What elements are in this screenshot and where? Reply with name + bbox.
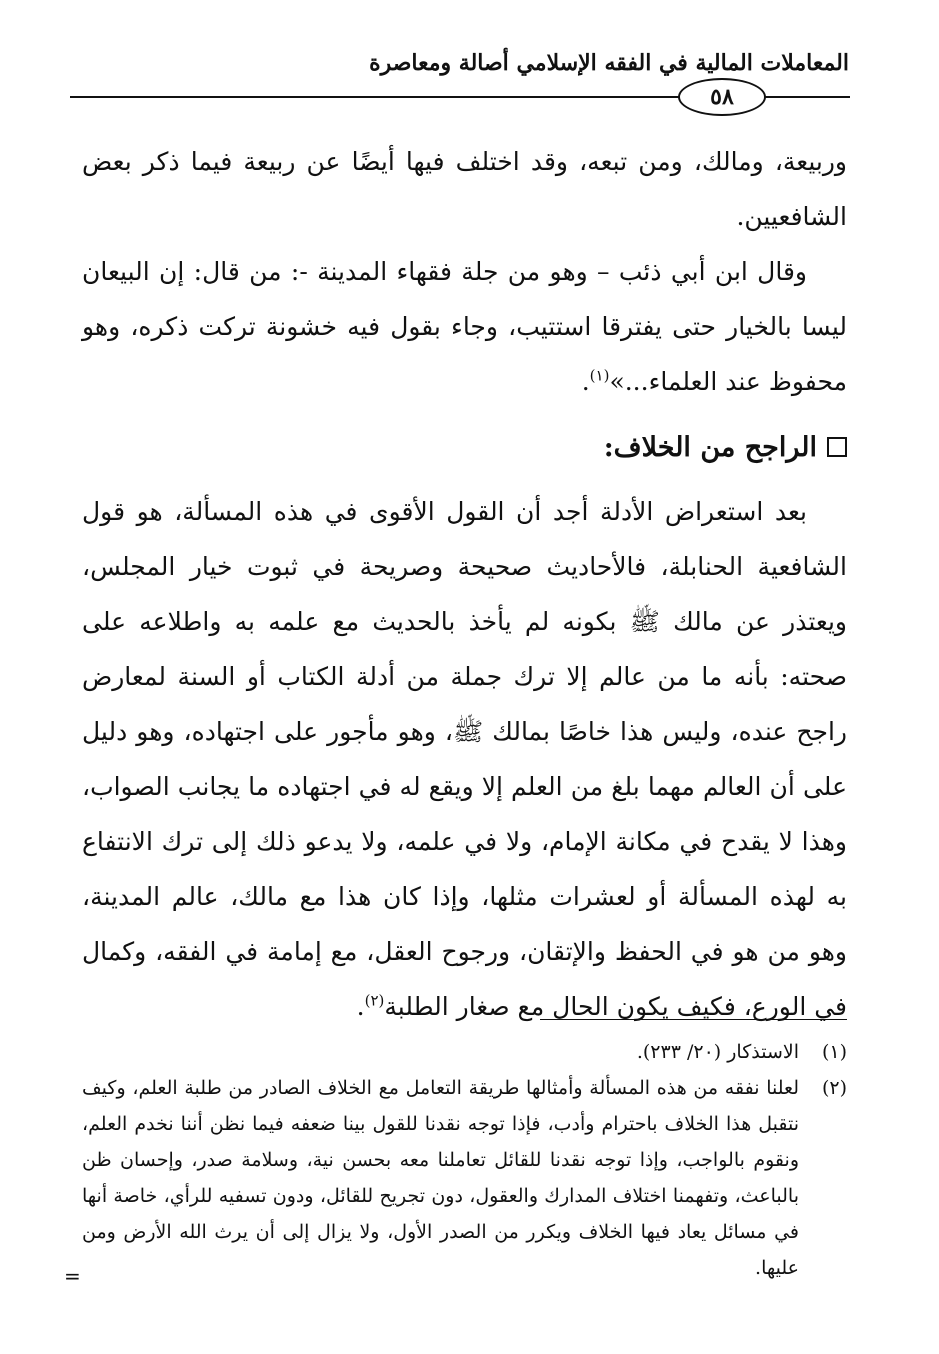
footnote-text: الاستذكار (٢٠/ ٢٣٣). (636, 1041, 799, 1063)
footnote-2 (82, 1070, 847, 1286)
paragraph-3-end: . (356, 992, 365, 1021)
paragraph-3 (82, 484, 847, 1034)
margin-mark: = (64, 1264, 81, 1288)
page-number: ٥٨ (678, 78, 766, 116)
paragraph-2 (82, 244, 847, 409)
footnote-text: لعلنا نفقه من هذه المسألة وأمثالها طريقة التعامل مع الخلاف الصادر من طلبة العلم، وكيف نتقبل هذا الخلاف باحترام وأدب، فإذا توجه نقدنا للقول بينا ضعفه فيما نظن أننا نخدم العلم، ونقوم بالواجب، وإذا توجه نقدنا للقائل تعاملنا معه بحسن نية، وسلامة صدر، وإحسان ظن بالباعث، وتفهمنا اختلاف المدارك والعقول، دون تجريح للقائل، ودون تسفيه للرأي، خاصة أنها في مسائل يعاد فيها الخلاف ويكرر من الصدر الأول، ولا يزال إلى أن يرث الله الأرض ومن عليها. (82, 1077, 799, 1279)
footnote-marker: (١) (821, 1041, 847, 1063)
footnote-1 (82, 1034, 847, 1070)
footnote-ref-1: (١) (589, 366, 610, 385)
paragraph-2-text: وقال ابن أبي ذئب – وهو من جلة فقهاء المدينة -: من قال: إن البيعان ليسا بالخيار حتى يفترقا استتيب، وجاء بقول فيه خشونة تركت ذكره، وهو محفوظ عند العلماء...» (82, 257, 847, 396)
footnote-ref-2: (٢) (364, 991, 385, 1010)
section-heading-text: الراجح من الخلاف: (603, 432, 817, 463)
running-title: المعاملات المالية في الفقه الإسلامي أصالة ومعاصرة (369, 50, 849, 76)
paragraph-3-text: بعد استعراض الأدلة أجد أن القول الأقوى في هذه المسألة، هو قول الشافعية الحنابلة، فالأحاديث صحيحة وصريحة في ثبوت خيار المجلس، ويعتذر عن مالك ﷺ بكونه لم يأخذ بالحديث مع علمه به واطلاعه على صحته: بأنه ما من عالم إلا ترك جملة من أدلة الكتاب أو السنة لمعارض راجح عنده، وليس هذا خاصًا بمالك ﷺ، وهو مأجور على اجتهاده، وهو دليل على أن العالم مهما بلغ من العلم إلا ويقع له في اجتهاده ما يجانب الصواب، وهذا لا يقدح في مكانة الإمام، ولا في علمه، ولا يدعو ذلك إلى ترك الانتفاع به لهذه المسألة أو لعشرات مثلها، وإذا كان هذا مع مالك، عالم المدينة، وهو من هو في الحفظ والإتقان، ورجوح العقل، مع إمامة في الفقه، وكمال في الورع، فكيف يكون الحال مع صغار الطلبة (82, 497, 847, 1021)
square-bullet-icon (827, 437, 847, 457)
footnote-marker: (٢) (821, 1077, 847, 1099)
section-heading (82, 426, 847, 470)
footnote-separator (540, 1019, 847, 1020)
paragraph-1: وربيعة، ومالك، ومن تبعه، وقد اختلف فيها أيضًا عن ربيعة فيما ذكر بعض الشافعيين. (82, 147, 847, 231)
paragraph-2-end: . (581, 367, 590, 396)
footnotes (82, 1034, 847, 1286)
